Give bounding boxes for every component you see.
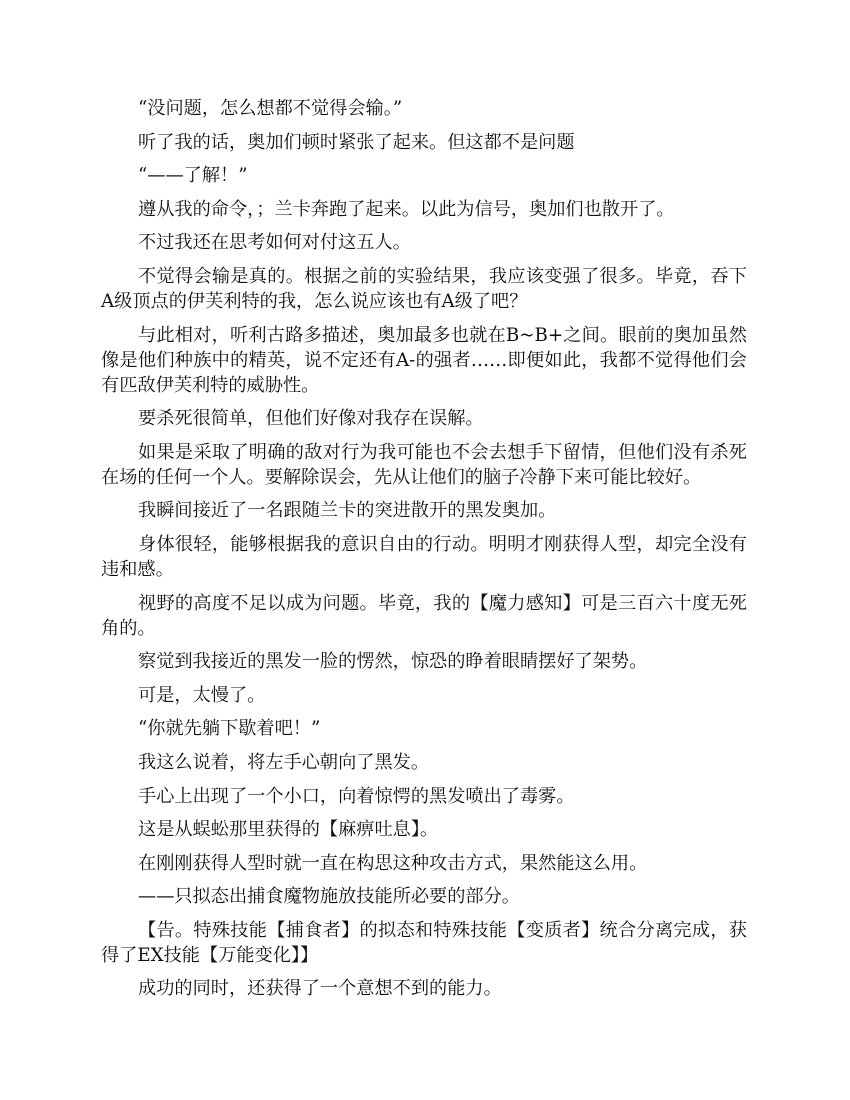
paragraph-15: “你就先躺下歇着吧！” — [138, 718, 321, 740]
paragraph-7: 与此相对，听利古路多描述，奥加最多也就在B~B+之间。眼前的奥加虽然像是他们种族中的精英，说不定还有A-的强者……即便如此，我都不觉得他们会有匹敌伊芙利特的威胁性。 — [101, 324, 747, 396]
paragraph-13: 察觉到我接近的黑发一脸的愣然，惊恐的睁着眼睛摆好了架势。 — [138, 651, 648, 673]
paragraph-22: 成功的同时，还获得了一个意想不到的能力。 — [138, 978, 502, 1000]
paragraph-17: 手心上出现了一个小口，向着惊愕的黑发喷出了毒雾。 — [138, 785, 575, 807]
paragraph-5: 不过我还在思考如何对付这五人。 — [138, 232, 411, 254]
paragraph-9: 如果是采取了明确的敌对行为我可能也不会去想手下留情，但他们没有杀死在场的任何一个人。要解除误会，先从让他们的脑子冷静下来可能比较好。 — [101, 441, 747, 488]
paragraph-4: 遵从我的命令，；兰卡奔跑了起来。以此为信号，奥加们也散开了。 — [138, 198, 675, 220]
body-text — [101, 96, 747, 1010]
paragraph-3: “——了解！” — [138, 165, 248, 187]
paragraph-12: 视野的高度不足以成为问题。毕竟，我的【魔力感知】可是三百六十度无死角的。 — [101, 592, 747, 639]
paragraph-10: 我瞬间接近了一名跟随兰卡的突进散开的黑发奥加。 — [138, 500, 557, 522]
paragraph-11: 身体很轻，能够根据我的意识自由的行动。明明才刚获得人型，却完全没有违和感。 — [101, 533, 747, 580]
paragraph-19: 在刚刚获得人型时就一直在构思这种攻击方式，果然能这么用。 — [138, 852, 648, 874]
paragraph-1: “没问题，怎么想都不觉得会输。” — [138, 98, 403, 119]
paragraph-14: 可是，太慢了。 — [138, 684, 266, 706]
paragraph-8: 要杀死很简单，但他们好像对我存在误解。 — [138, 408, 484, 430]
paragraph-20: ——只拟态出捕食魔物施放技能所必要的部分。 — [138, 886, 520, 908]
paragraph-21: 【告。特殊技能【捕食者】的拟态和特殊技能【变质者】统合分离完成，获得了EX技能【万能变化】】 — [101, 919, 747, 966]
paragraph-2: 听了我的话，奥加们顿时紧张了起来。但这都不是问题 — [138, 131, 575, 153]
paragraph-18: 这是从蜈蚣那里获得的【麻痹吐息】。 — [138, 819, 439, 841]
paragraph-6: 不觉得会输是真的。根据之前的实验结果，我应该变强了很多。毕竟，吞下A级顶点的伊芙利特的我，怎么说应该也有A级了吧？ — [101, 265, 747, 312]
paragraph-16: 我这么说着，将左手心朝向了黑发。 — [138, 751, 430, 773]
